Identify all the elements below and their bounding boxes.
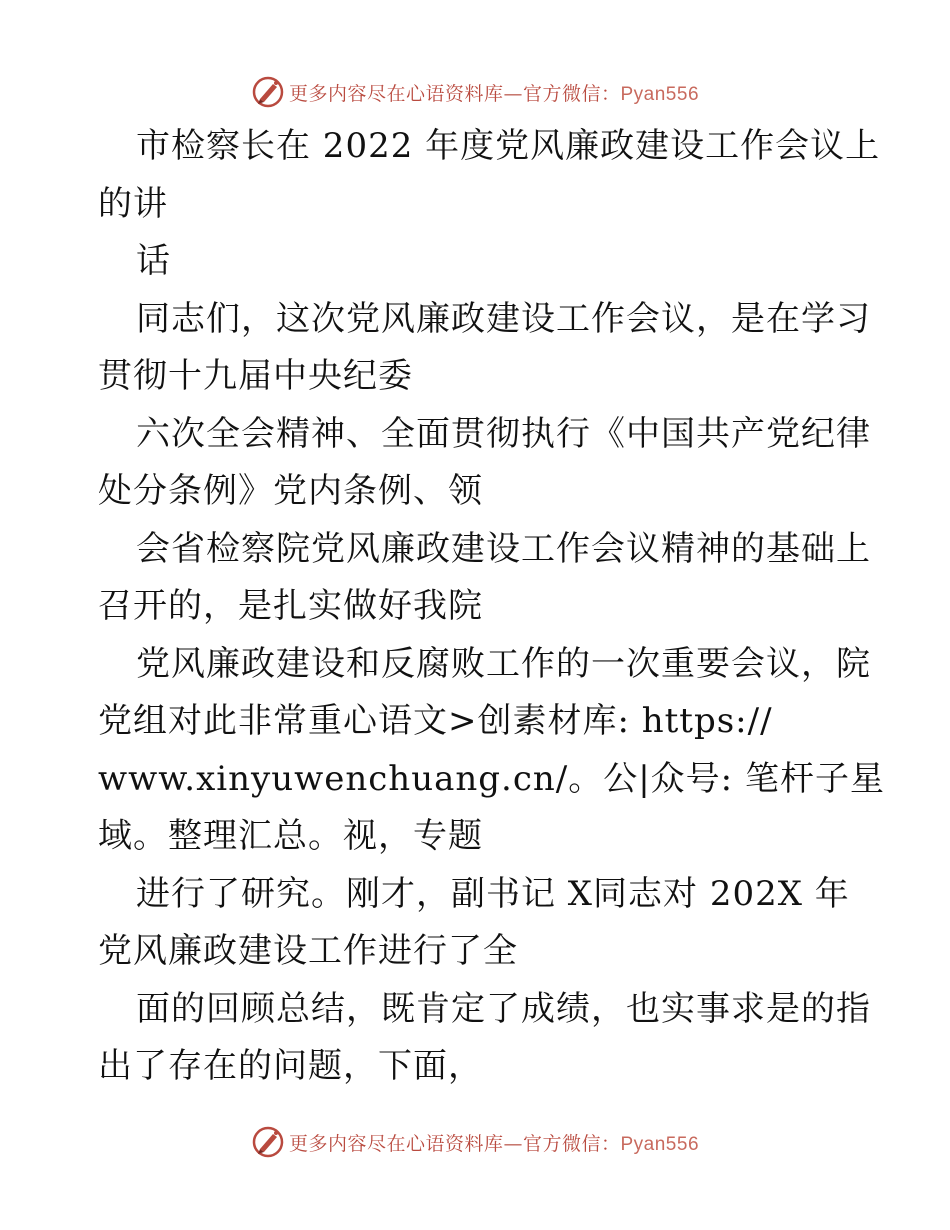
header-promo-text: 更多内容尽在心语资料库 (288, 82, 504, 105)
pen-logo-icon (251, 75, 285, 109)
header-separator: — (503, 82, 523, 105)
text-line: 域。整理汇总。视，专题 (98, 816, 483, 856)
text-line: 贯彻十九届中央纪委 (98, 356, 413, 396)
text-line: www.xinyuwenchuang.cn/。公|众号: 笔杆子星 (98, 758, 885, 799)
text-line: 党风廉政建设工作进行了全 (98, 931, 518, 971)
text-line: 同志们，这次党风廉政建设工作会议，是在学习 (136, 298, 871, 339)
text-line: 市检察长在 2022 年度党风廉政建设工作会议上 (136, 126, 881, 166)
text-line: 话 (136, 241, 171, 281)
footer-promo-text: 更多内容尽在心语资料库 (288, 1132, 504, 1155)
footer-wechat-id: Pyan556 (620, 1133, 700, 1155)
text-line: 处分条例》党内条例、领 (98, 471, 483, 511)
text-line: 党组对此非常重心语文>创素材库: https:// (98, 701, 773, 741)
header-banner (0, 70, 950, 114)
text-line: 出了存在的问题，下面， (98, 1046, 483, 1086)
text-line: 召开的，是扎实做好我院 (98, 586, 483, 626)
footer-promo (289, 1129, 699, 1156)
text-line: 党风廉政建设和反腐败工作的一次重要会议，院 (136, 643, 871, 684)
footer-separator: — (503, 1132, 523, 1155)
text-line: 六次全会精神、全面贯彻执行《中国共产党纪律 (136, 413, 871, 454)
header-wechat-id: Pyan556 (620, 83, 700, 105)
pen-logo-icon (251, 1125, 285, 1159)
header-wechat-label: 官方微信： (522, 82, 621, 105)
footer-banner (0, 1120, 950, 1164)
document-body (98, 118, 885, 1096)
text-line: 会省检察院党风廉政建设工作会议精神的基础上 (136, 528, 871, 569)
footer-wechat-label: 官方微信： (522, 1132, 621, 1155)
text-line: 面的回顾总结，既肯定了成绩，也实事求是的指 (136, 988, 871, 1029)
text-line: 进行了研究。刚才，副书记 X同志对 202X 年 (136, 873, 850, 914)
text-line: 的讲 (98, 183, 168, 224)
header-promo (289, 79, 699, 106)
